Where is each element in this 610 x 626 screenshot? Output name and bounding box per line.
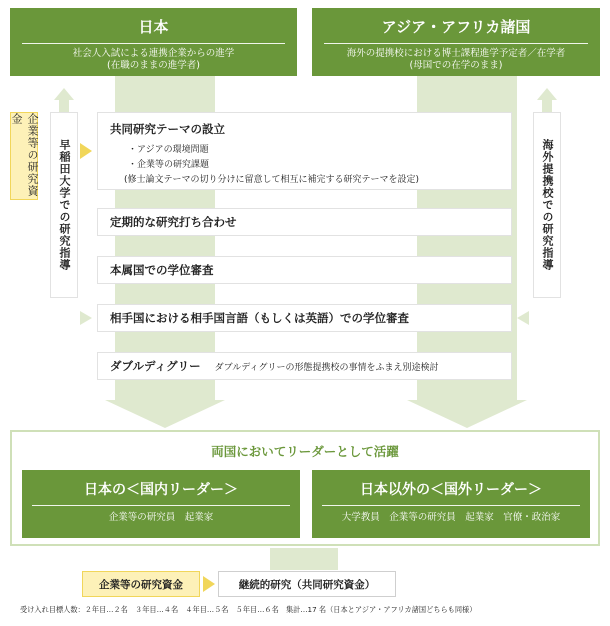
japan-divider [22, 43, 285, 44]
domestic-leader-box [22, 470, 300, 538]
right-up-arrow-head [537, 88, 557, 100]
left-funding-label: 企業等の研究資金 [10, 113, 39, 197]
waseda-guidance-box [50, 112, 78, 298]
japan-title: 日本 [138, 18, 169, 36]
domestic-leader-title: 日本の＜国内リーダー＞ [84, 482, 238, 498]
overseas-guidance-box [533, 112, 561, 298]
japan-desc-line1: 社会人入試による連携企業からの進学 [72, 48, 235, 59]
asia-box [312, 8, 600, 76]
left-up-arrow-shaft [59, 100, 69, 112]
waseda-arrow-icon [80, 311, 92, 325]
left-up-arrow-head [54, 88, 74, 100]
partner-review-label: 相手国における相手国言語（もしくは英語）での学位審査 [110, 311, 409, 325]
meeting-box [97, 208, 512, 236]
bottom-funding-box [82, 571, 200, 597]
domestic-divider [32, 505, 290, 506]
overseas-divider [322, 505, 580, 506]
overseas-guidance-label: 海外提携校での研究指導 [541, 139, 554, 271]
bottom-funding-label: 企業等の研究資金 [99, 578, 183, 591]
continuing-research-label: 継続的研究（共同研究資金） [238, 578, 376, 591]
overseas-leader-desc: 大学教員 企業等の研究員 起業家 官僚・政治家 [341, 512, 561, 523]
continuing-research-box [218, 571, 396, 597]
bottom-arrow-icon [203, 576, 215, 592]
japan-box [10, 8, 297, 76]
asia-down-arrow-head [407, 400, 527, 428]
home-review-label: 本属国での学位審査 [110, 263, 214, 277]
joint-theme-title: 共同研究テーマの設立 [110, 122, 225, 136]
japan-desc-line2: (在職のままの進学者) [107, 60, 200, 72]
theme-item-company: ・企業等の研究課題 [128, 160, 210, 170]
theme-item-asia: ・アジアの環境問題 [128, 145, 209, 155]
leaders-heading: 両国においてリーダーとして活躍 [211, 444, 399, 459]
double-degree-note: ダブルディグリーの形態提携校の事情をふまえ別途検討 [214, 362, 439, 373]
theme-note: (修士論文テーマの切り分けに留意して相互に補完する研究テーマを設定) [124, 175, 420, 185]
japan-down-arrow-head [105, 400, 225, 428]
overseas-leader-box [312, 470, 590, 538]
asia-title: アジア・アフリカ諸国 [381, 18, 531, 36]
overseas-arrow-icon [517, 311, 529, 325]
asia-desc-line2: (母国での在学のまま) [409, 60, 503, 72]
home-review-box [97, 256, 512, 284]
double-degree-label: ダブルディグリー [110, 359, 201, 373]
funding-arrow-icon [80, 143, 92, 159]
bottom-connector [270, 548, 338, 570]
leaders-box [10, 430, 600, 546]
joint-theme-box [97, 112, 512, 190]
partner-review-box [97, 304, 512, 332]
right-up-arrow-shaft [542, 100, 552, 112]
asia-divider [324, 43, 588, 44]
left-funding-box [10, 112, 38, 200]
waseda-guidance-label: 早稲田大学での研究指導 [58, 139, 71, 271]
footnote: 受け入れ目標人数：２年目…２名 ３年目…４名 ４年目…５名 ５年目…６名 集計…17 名（日本とアジア・アフリカ諸国どちらも同様） [20, 605, 477, 614]
asia-desc-line1: 海外の提携校における博士課程進学予定者／在学者 [346, 48, 566, 59]
overseas-leader-title: 日本以外の＜国外リーダー＞ [360, 482, 542, 498]
double-degree-box [97, 352, 512, 380]
meeting-label: 定期的な研究打ち合わせ [110, 215, 237, 229]
domestic-leader-desc: 企業等の研究員 起業家 [108, 512, 214, 523]
